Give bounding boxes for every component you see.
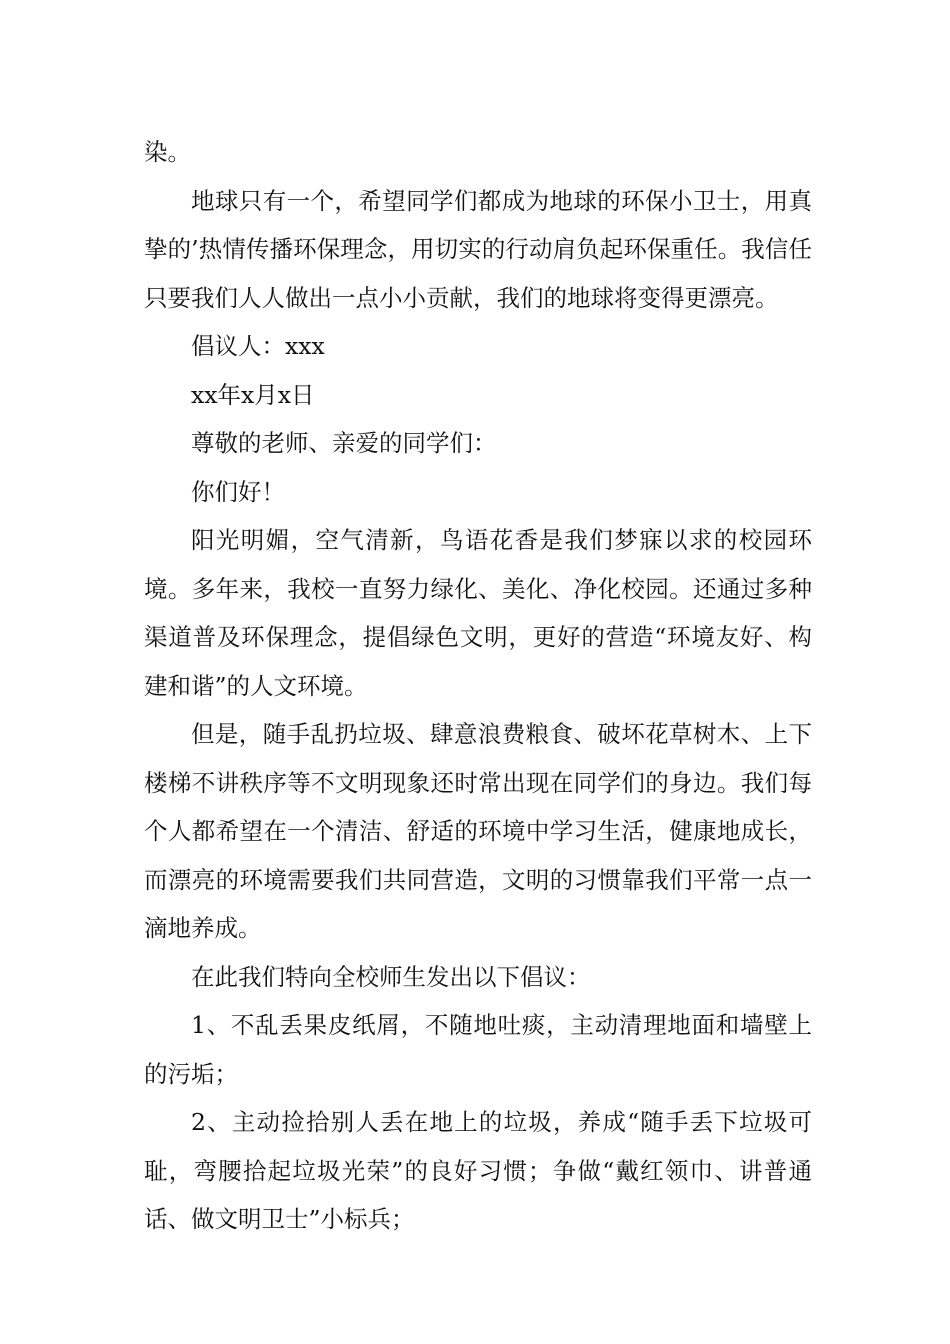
proposal-item-2: 2、主动捡拾别人丢在地上的垃圾，养成“随手丢下垃圾可耻，弯腰拾起垃圾光荣”的良好习惯；争做“戴红领巾、讲普通话、做文明卫士”小标兵；	[144, 1108, 812, 1233]
paragraph-uncivil-behavior: 但是，随手乱扔垃圾、肆意浪费粮食、破坏花草树木、上下楼梯不讲秩序等不文明现象还时常出现在同学们的身边。我们每个人都希望在一个清洁、舒适的环境中学习生活，健康地成长，而漂亮的环境需要我们共同营造，文明的习惯靠我们平常一点一滴地养成。	[144, 720, 812, 942]
paragraph-campus-environment: 阳光明媚，空气清新，鸟语花香是我们梦寐以求的校园环境。多年来，我校一直努力绿化、美化、净化校园。还通过多种渠道普及环保理念，提倡绿色文明，更好的营造“环境友好、构建和谐”的人文环境。	[144, 526, 812, 700]
paragraph-proposal-intro: 在此我们特向全校师生发出以下倡议：	[191, 962, 591, 991]
salutation: 尊敬的老师、亲爱的同学们：	[191, 429, 497, 457]
document-body	[144, 128, 812, 1244]
paragraph-earth-protection: 地球只有一个，希望同学们都成为地球的环保小卫士，用真挚的’热情传播环保理念，用切实的行动肩负起环保重任。我信任只要我们人人做出一点小小贡献，我们的地球将变得更漂亮。	[144, 186, 812, 312]
signature-date: xx年x月x日	[191, 380, 315, 409]
proposal-item-1: 1、不乱丢果皮纸屑，不随地吐痰，主动清理地面和墙壁上的污垢；	[144, 1011, 812, 1088]
signature-proposer: 倡议人：xxx	[191, 332, 325, 360]
greeting: 你们好！	[191, 477, 285, 506]
paragraph-continuation: 染。	[144, 138, 191, 166]
